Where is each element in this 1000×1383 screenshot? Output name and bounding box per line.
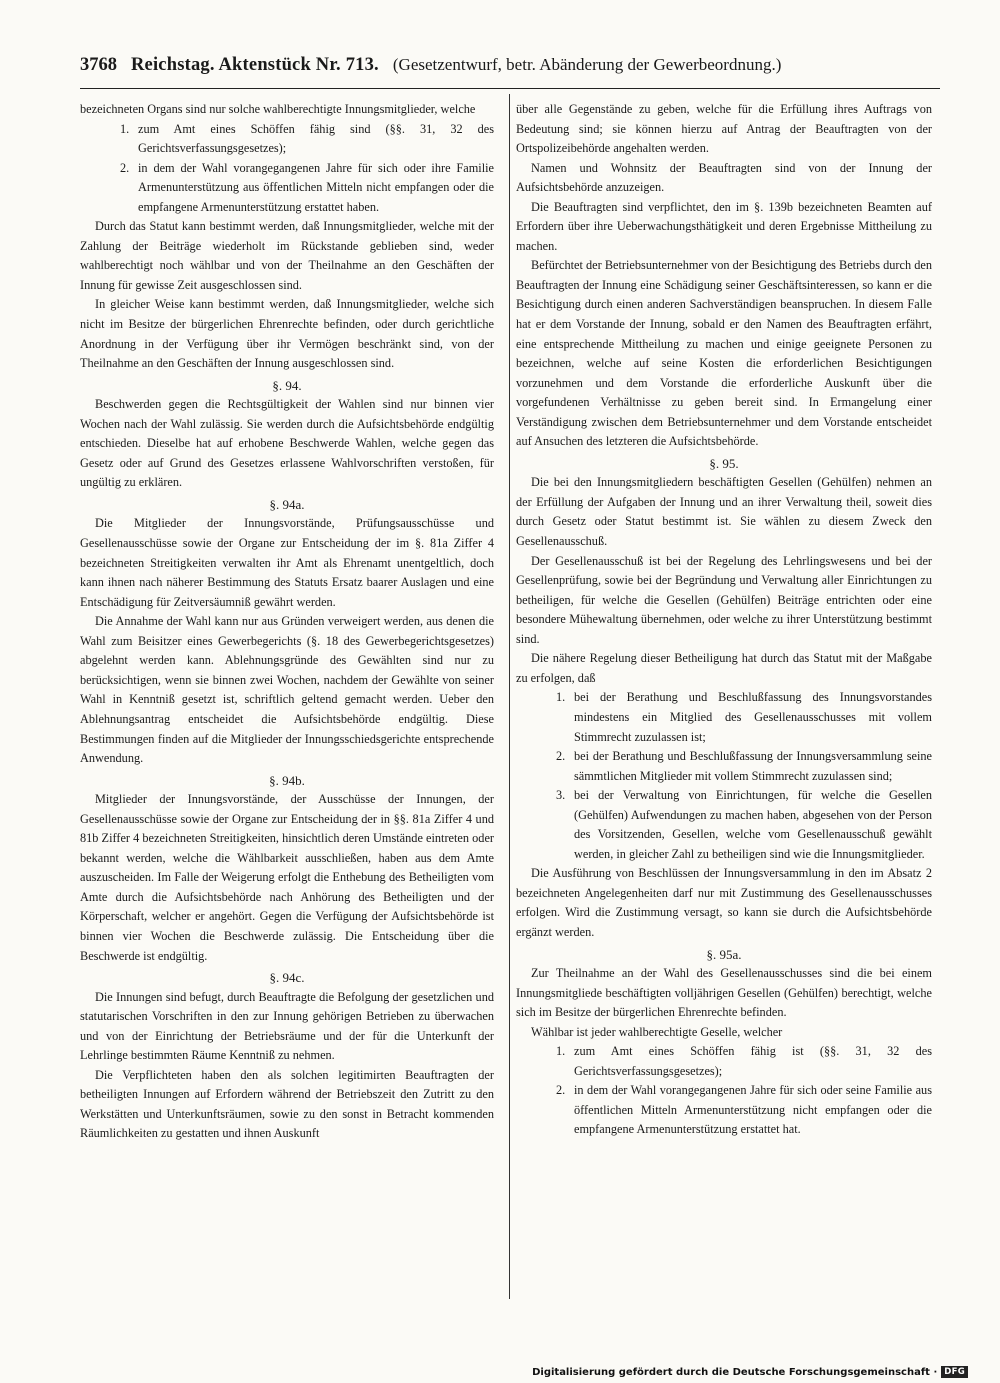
list-text: bei der Berathung und Beschlußfassung der Innungsversammlung seine sämmtlichen Mitglieder mit vollem Stimmrecht zuzulassen sind; <box>574 749 932 783</box>
paragraph: über alle Gegenstände zu geben, welche für die Erfüllung ihres Auftrags von Bedeutung sind; sie können hierzu auf Antrag der Beauftragten von der Ortspolizeibehörde angehalten werden. <box>516 102 932 156</box>
paragraph: Der Gesellenausschuß ist bei der Regelung des Lehrlingswesens und bei der Gesellenprüfung, sowie bei der Begründung und Verwaltung aller Einrichtungen zu betheiligen, für welche die Gesellen (Gehülfen) Beiträge entrichten oder eine besondere Mühewaltung übernehmen, oder welche zu ihrer Unterstützung bestimmt sind. <box>516 553 932 646</box>
paragraph: Durch das Statut kann bestimmt werden, daß Innungsmitglieder, welche mit der Zahlung der Beiträge wiederholt im Rückstande geblieben sind, weder wahlberechtigt noch wählbar und von der Theilnahme an den Geschäften der Innung für gewisse Zeit ausgeschlossen sind. <box>80 219 494 292</box>
paragraph: Beschwerden gegen die Rechtsgültigkeit der Wahlen sind nur binnen vier Wochen nach der Wahl zulässig. Sie werden durch die Aufsichtsbehörde endgültig entschieden. Dieselbe hat auf erhobene Beschwerde Wahlen, welche gegen das Gesetz oder auf Grund des Gesetzes erlassene Wahlvorschriften verstoßen, für ungültig zu erklären. <box>80 397 494 490</box>
paragraph: Wählbar ist jeder wahlberechtigte Geselle, welcher <box>531 1024 783 1039</box>
paragraph: Namen und Wohnsitz der Beauftragten sind von der Innung der Aufsichtsbehörde anzuzeigen. <box>516 160 932 195</box>
list-item <box>516 1042 932 1081</box>
list-number: 1. <box>120 121 130 136</box>
section-heading: §. 94. <box>272 377 302 393</box>
footer-text: Digitalisierung gefördert durch die Deutsche Forschungsgemeinschaft · <box>532 1366 938 1378</box>
paragraph: Zur Theilnahme an der Wahl des Gesellenausschusses sind die bei einem Innungsmitgliede beschäftigten volljährigen Gesellen (Gehülfen) berechtigt, welche sich im Besitze der bürgerlichen Ehrenrechte befinden. <box>516 966 932 1020</box>
footer-credit <box>532 1364 968 1380</box>
paragraph: Die bei den Innungsmitgliedern beschäftigten Gesellen (Gehülfen) nehmen an der Erfüllung der Aufgaben der Innung und an ihrer Verwaltung theil, soweit dies durch Gesetz oder Statut bestimmt ist. Sie wählen zu diesem Zweck den Gesellenausschuß. <box>516 475 932 549</box>
paragraph: Die nähere Regelung dieser Betheiligung hat durch das Statut mit der Maßgabe zu erfolgen, daß <box>516 651 932 685</box>
paragraph: Befürchtet der Betriebsunternehmer von der Besichtigung des Betriebs durch den Beauftragten der Innung eine Schädigung seiner Geschäftsinteressen, so kann er die Besichtigung durch einen anderen Sachverständigen beanspruchen. In diesem Falle hat er dem Vorstande der Innung, sobald er den Namen des Beauftragten erfährt, eine entsprechende Mittheilung zu machen und einige geeignete Personen zu bezeichnen, welche auf seine Kosten die erforderlichen Besichtigungen vorzunehmen und dem Vorstande die erforderliche Auskunft über die vorgefundenen Verhältnisse zu geben bereit sind. In Ermangelung einer Verständigung zwischen dem Betriebsunternehmer und dem Vorstande entscheidet auf Ansuchen des letzteren die Aufsichtsbehörde. <box>516 258 932 449</box>
paragraph: Die Beauftragten sind verpflichtet, den im §. 139b bezeichneten Beamten auf Erfordern über ihre Ueberwachungsthätigkeit und deren Ergebnisse Mittheilung zu machen. <box>516 199 932 253</box>
page-header <box>80 55 940 85</box>
numbered-list <box>516 1042 932 1140</box>
section-heading: §. 94a. <box>269 496 305 512</box>
list-number: 2. <box>556 749 566 764</box>
list-number: 3. <box>556 788 566 803</box>
list-text: in dem der Wahl vorangegangenen Jahre für sich oder seine Familie aus öffentlichen Mitteln Armenunterstützung nicht empfangen oder die empfangene Armenunterstützung erstattet hat. <box>574 1083 932 1137</box>
header-title: Reichstag. Aktenstück Nr. 713. <box>131 55 379 75</box>
list-item <box>516 786 932 864</box>
list-number: 1. <box>556 1044 566 1059</box>
list-number: 2. <box>556 1083 566 1098</box>
list-item <box>516 1081 932 1140</box>
paragraph: Die Ausführung von Beschlüssen der Innungsversammlung in den im Absatz 2 bezeichneten Angelegenheiten darf nur mit Zustimmung des Gesellenausschusses erfolgen. Wird die Zustimmung versagt, so kann sie durch die Aufsichtsbehörde ergänzt werden. <box>516 866 932 939</box>
list-item <box>516 747 932 786</box>
numbered-list <box>516 688 932 864</box>
numbered-list <box>80 120 494 218</box>
list-text: bei der Verwaltung von Einrichtungen, für welche die Gesellen (Gehülfen) Aufwendungen zu machen haben, abgesehen von der Person des Vorsitzenden, Gesellen, welche vom Gesellenausschuß gewählt werden, in gleicher Zahl zu betheiligen sind wie die Innungsmitglieder. <box>574 788 932 861</box>
list-number: 2. <box>120 160 130 175</box>
list-text: in dem der Wahl vorangegangenen Jahre für sich oder ihre Familie Armenunterstützung aus öffentlichen Mitteln nicht empfangen oder die empfangene Armenunterstützung erstattet haben. <box>138 160 494 214</box>
list-item <box>516 688 932 747</box>
section-heading: §. 94c. <box>269 970 305 986</box>
list-number: 1. <box>556 690 566 705</box>
paragraph: Mitglieder der Innungsvorstände, der Ausschüsse der Innungen, der Gesellenausschüsse sowie der Organe zur Entscheidung der in §§. 81a Ziffer 4 und 81b Ziffer 4 bezeichneten Streitigkeiten, hinsichtlich deren Umstände eintreten oder bekannt werden, welche die Wählbarkeit ausschließen, haben aus dem Amte auszuscheiden. Im Falle der Weigerung erfolgt die Enthebung des Betheiligten vom Amte durch die Aufsichtsbehörde nach Anhörung des Betheiligten und der Körperschaft, welcher er angehört. Gegen die Verfügung der Aufsichtsbehörde ist binnen vier Wochen die Beschwerde zulässig. Die Entscheidung über die Beschwerde ist endgültig. <box>80 792 494 963</box>
paragraph: In gleicher Weise kann bestimmt werden, daß Innungsmitglieder, welche sich nicht im Besitze der bürgerlichen Ehrenrechte befinden, oder durch gerichtliche Anordnung in der Verfügung über ihr Vermögen beschränkt sind, von der Theilnahme an den Geschäften der Innung ausgeschlossen sind. <box>80 297 494 371</box>
list-item <box>80 159 494 218</box>
paragraph: bezeichneten Organs sind nur solche wahlberechtigte Innungsmitglieder, welche <box>80 102 476 116</box>
paragraph: Die Mitglieder der Innungsvorstände, Prüfungsausschüsse und Gesellenausschüsse sowie der Organe zur Entscheidung der im §. 81a Ziffer 4 bezeichneten Streitigkeiten verwalten ihr Amt als Ehrenamt unentgeltlich, doch kann ihnen nach näherer Bestimmung des Statuts Ersatz baarer Auslagen und eine Entschädigung für Zeitversäumniß gewährt werden. <box>80 516 494 609</box>
right-column <box>516 100 932 1310</box>
paragraph: Die Verpflichteten haben den als solchen legitimirten Beauftragten der betheiligten Innungen auf Erfordern während der Betriebszeit den Zutritt zu den Werkstätten und Unterkunftsräumen, sowie zu den sonst in Betracht kommenden Räumlichkeiten zu gestatten und ihnen Auskunft <box>80 1067 494 1141</box>
section-heading: §. 94b. <box>269 772 305 788</box>
list-text: zum Amt eines Schöffen fähig sind (§§. 31, 32 des Gerichtsverfassungsgesetzes); <box>138 121 494 156</box>
paragraph: Die Innungen sind befugt, durch Beauftragte die Befolgung der gesetzlichen und statutarischen Vorschriften in den zur Innung gehörigen Betrieben zu überwachen und von der Einrichtung der Betriebsräume und der für die Unterkunft der Lehrlinge bestimmten Räume Kenntniß zu nehmen. <box>80 989 494 1063</box>
list-text: bei der Berathung und Beschlußfassung des Innungsvorstandes mindestens ein Mitglied des Gesellenausschusses mit vollem Stimmrecht zuzulassen ist; <box>574 690 932 744</box>
dfg-logo: DFG <box>941 1366 968 1378</box>
left-column <box>80 100 494 1310</box>
list-item <box>80 120 494 159</box>
column-divider <box>509 94 510 1299</box>
header-rule <box>80 88 940 89</box>
page-number: 3768 <box>80 55 117 75</box>
section-heading: §. 95a. <box>706 946 742 962</box>
header-subtitle: (Gesetzentwurf, betr. Abänderung der Gewerbeordnung.) <box>392 55 782 74</box>
section-heading: §. 95. <box>709 455 739 471</box>
paragraph: Die Annahme der Wahl kann nur aus Gründen verweigert werden, aus denen die Wahl zum Beisitzer eines Gewerbegerichts (§. 18 des Gewerbegerichtsgesetzes) abgelehnt werden kann. Ablehnungsgründe des Gewählten sind nur zu berücksichtigen, wenn sie binnen zwei Wochen, nachdem der Gewählte von seiner Wahl in Kenntniß gesetzt ist, schriftlich geltend gemacht werden. Ueber den Ablehnungsantrag entscheidet die Aufsichtsbehörde endgültig. Diese Bestimmungen finden auf die Mitglieder der Innungsschiedsgerichte entsprechende Anwendung. <box>80 614 494 766</box>
list-text: zum Amt eines Schöffen fähig ist (§§. 31, 32 des Gerichtsverfassungsgesetzes); <box>574 1044 932 1078</box>
